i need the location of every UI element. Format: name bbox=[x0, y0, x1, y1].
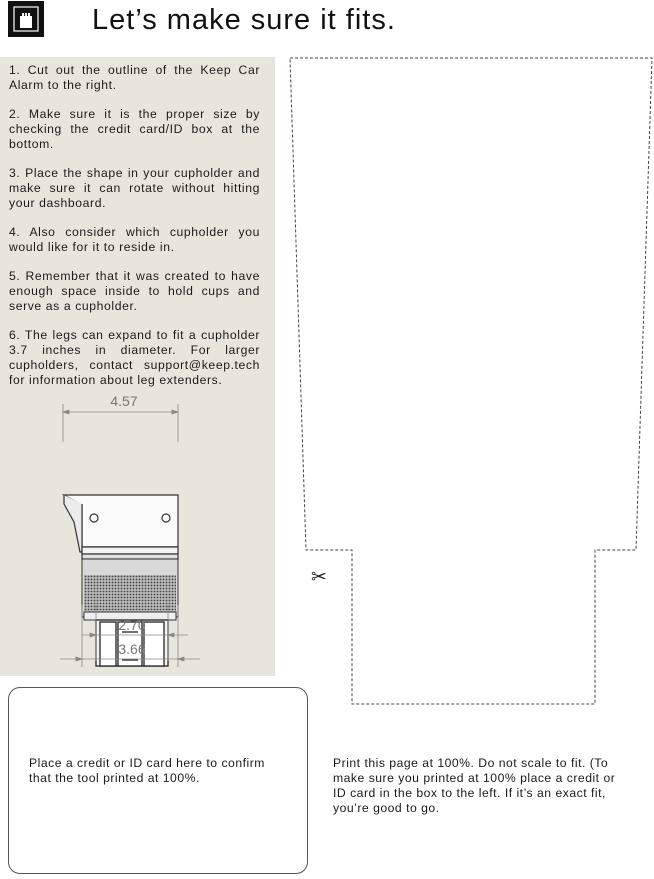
page-title: Let’s make sure it fits. bbox=[92, 4, 396, 36]
instruction-step: 5. Remember that it was created to have enough space inside to hold cups and serve as a cupholder. bbox=[9, 269, 260, 313]
instruction-step: 2. Make sure it is the proper size by checking the credit card/ID box at the bottom. bbox=[9, 107, 260, 151]
card-box-text: Place a credit or ID card here to confirm that the tool printed at 100%. bbox=[29, 756, 265, 785]
instruction-step: 4. Also consider which cupholder you would like for it to reside in. bbox=[9, 225, 260, 254]
instruction-step: 1. Cut out the outline of the Keep Car Alarm to the right. bbox=[9, 63, 260, 92]
scissors-icon: ✂ bbox=[311, 567, 327, 588]
dimension-middle-label: 2.70 bbox=[118, 617, 146, 633]
dimension-top-label: 4.57 bbox=[110, 393, 138, 409]
dimension-bottom-label: 3.66 bbox=[118, 641, 146, 657]
credit-card-box bbox=[8, 687, 308, 874]
print-note: Print this page at 100%. Do not scale to fit. (To make sure you printed at 100% place a credit or ID card in the box to the left. If it’s an exact fit, you’re good to go. bbox=[333, 756, 616, 815]
instruction-step: 6. The legs can expand to fit a cupholder 3.7 inches in diameter. For larger cupholders, contact support@keep.tech for information about leg extenders. bbox=[9, 328, 260, 387]
instruction-step: 3. Place the shape in your cupholder and make sure it can rotate without hitting your dashboard. bbox=[9, 166, 260, 210]
cut-outline-path bbox=[290, 58, 652, 704]
